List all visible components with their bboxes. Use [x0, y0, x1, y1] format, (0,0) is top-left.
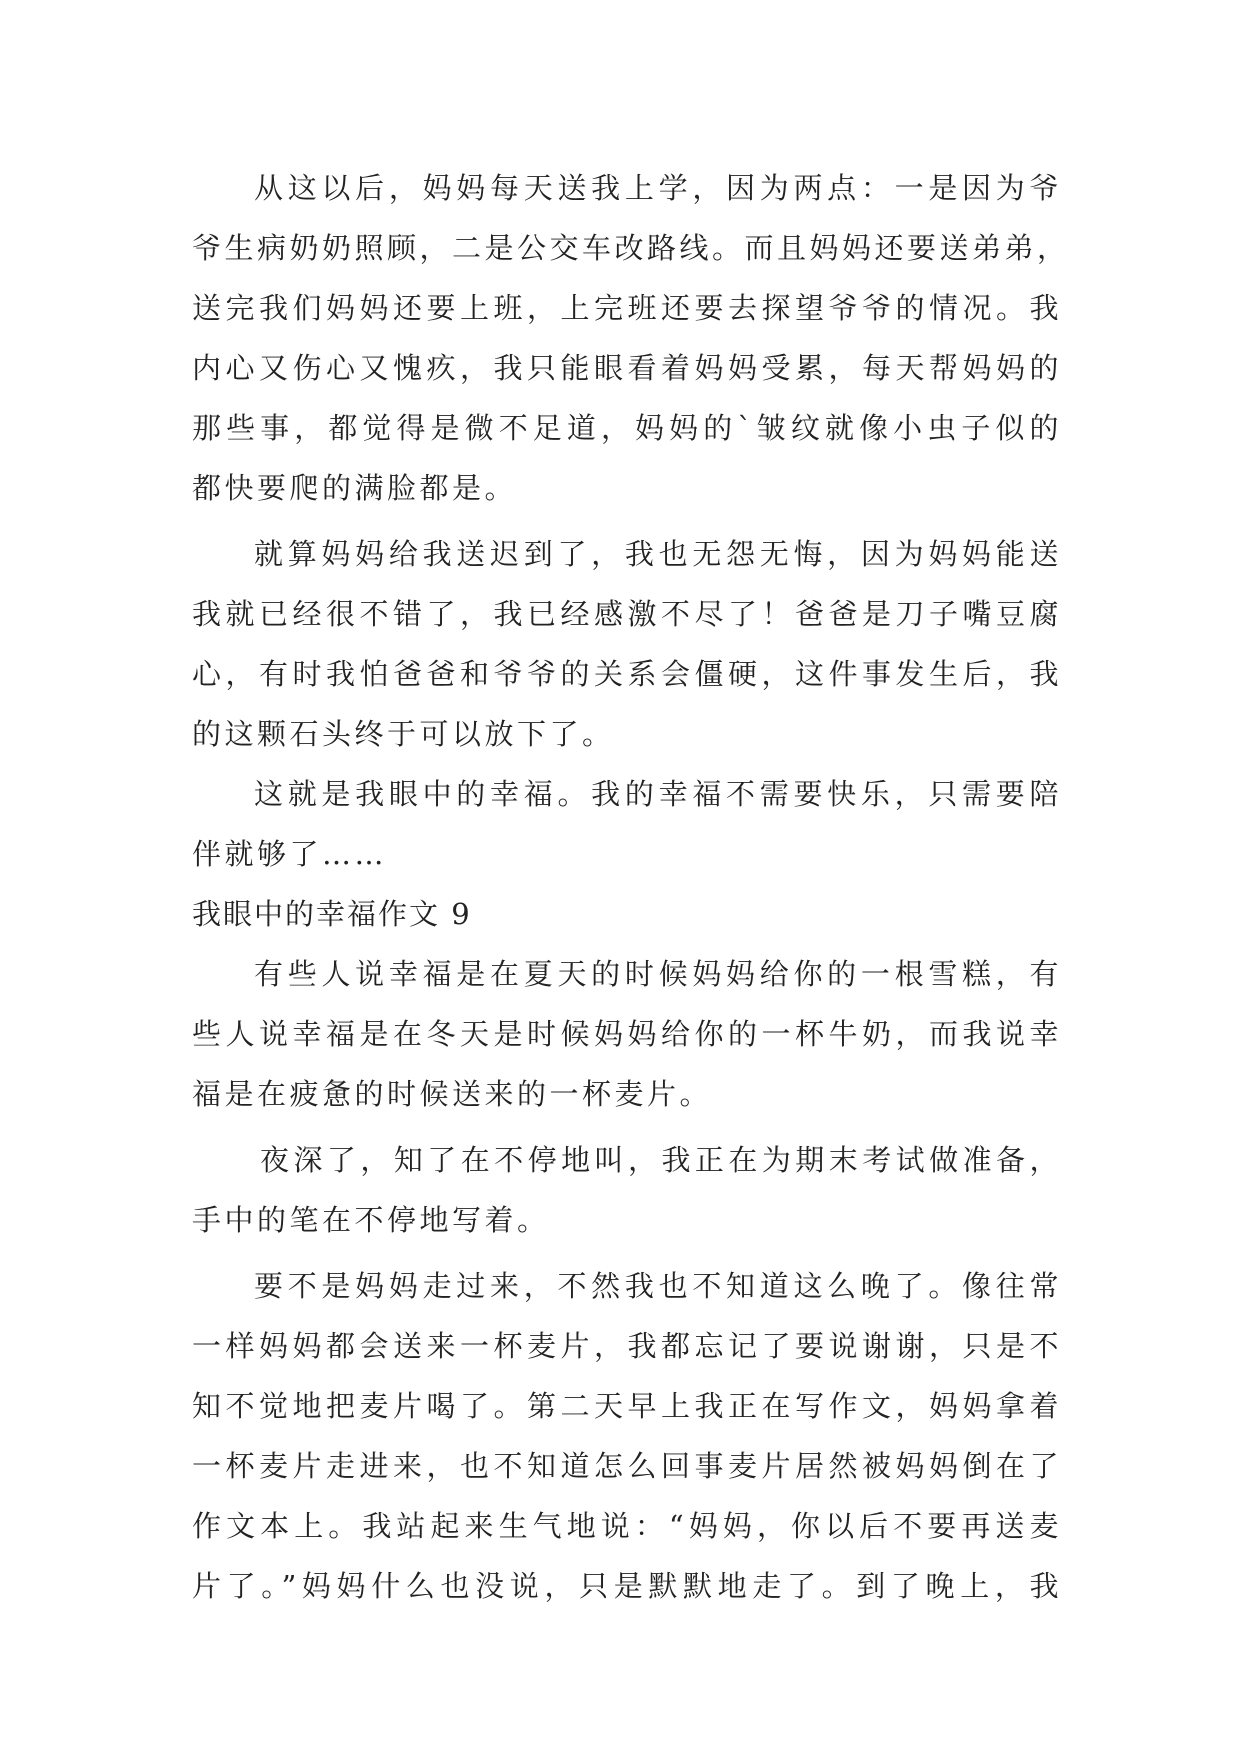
paragraph	[192, 1256, 1062, 1616]
paragraph	[192, 1130, 1062, 1250]
document-body	[192, 158, 1070, 1616]
text-line: 要不是妈妈走过来，不然我也不知道这么晚了。像往常	[254, 1269, 1062, 1303]
text-line: 作文本上。我站起来生气地说：“妈妈，你以后不要再送麦	[192, 1509, 1062, 1543]
text-line: 手中的笔在不停地写着。	[192, 1203, 550, 1237]
text-line: 那些事，都觉得是微不足道，妈妈的`皱纹就像小虫子似的	[192, 411, 1062, 445]
text-line: 片了。”妈妈什么也没说，只是默默地走了。到了晚上，我	[192, 1569, 1062, 1603]
text-line: 知不觉地把麦片喝了。第二天早上我正在写作文，妈妈拿着	[192, 1389, 1062, 1423]
text-line: 就算妈妈给我送迟到了，我也无怨无悔，因为妈妈能送	[254, 537, 1062, 571]
text-line: 爷生病奶奶照顾，二是公交车改路线。而且妈妈还要送弟弟，	[192, 231, 1070, 265]
paragraph	[192, 524, 1062, 764]
text-line: 些人说幸福是在冬天是时候妈妈给你的一杯牛奶，而我说幸	[192, 1017, 1062, 1051]
text-line: 我就已经很不错了，我已经感激不尽了！爸爸是刀子嘴豆腐	[192, 597, 1062, 631]
heading-text: 我眼中的幸福作文 9	[192, 897, 472, 931]
text-line: 心，有时我怕爸爸和爷爷的关系会僵硬，这件事发生后，我	[192, 657, 1062, 691]
text-line: 一杯麦片走进来，也不知道怎么回事麦片居然被妈妈倒在了	[192, 1449, 1062, 1483]
text-line: 一样妈妈都会送来一杯麦片，我都忘记了要说谢谢，只是不	[192, 1329, 1062, 1363]
paragraph	[192, 764, 1062, 884]
paragraph	[192, 158, 1070, 518]
section-heading	[192, 884, 1062, 944]
text-line: 有些人说幸福是在夏天的时候妈妈给你的一根雪糕，有	[254, 957, 1062, 991]
text-line: 夜深了，知了在不停地叫，我正在为期末考试做准备，	[260, 1143, 1062, 1177]
text-line: 都快要爬的满脸都是。	[192, 471, 518, 505]
text-line: 送完我们妈妈还要上班，上完班还要去探望爷爷的情况。我	[192, 291, 1062, 325]
text-line: 的这颗石头终于可以放下了。	[192, 717, 615, 751]
paragraph	[192, 944, 1062, 1124]
text-line: 伴就够了……	[192, 837, 388, 871]
text-line: 从这以后，妈妈每天送我上学，因为两点：一是因为爷	[254, 171, 1062, 205]
text-line: 福是在疲惫的时候送来的一杯麦片。	[192, 1077, 713, 1111]
text-line: 这就是我眼中的幸福。我的幸福不需要快乐，只需要陪	[254, 777, 1062, 811]
text-line: 内心又伤心又愧疚，我只能眼看着妈妈受累，每天帮妈妈的	[192, 351, 1062, 385]
